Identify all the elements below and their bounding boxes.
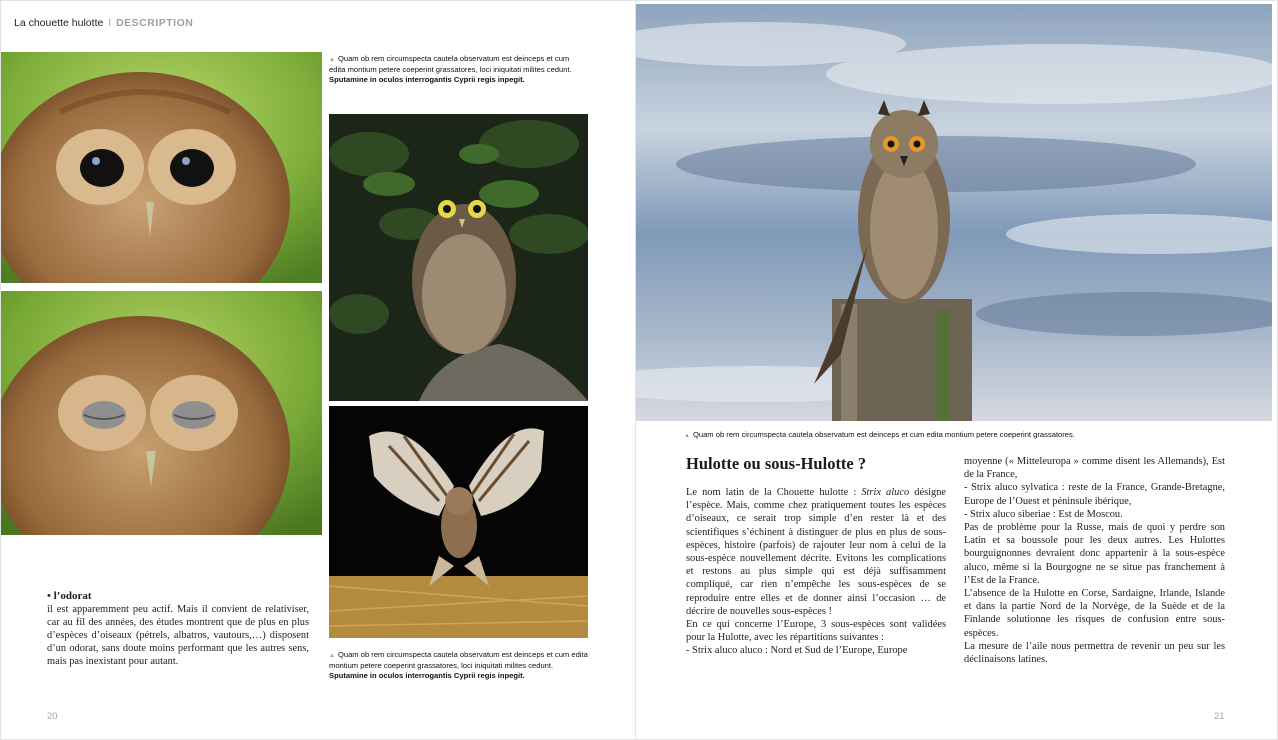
col2-paragraph-3: - Strix aluco siberiae : Est de Moscou. — [964, 508, 1123, 520]
caption-text: Quam ob rem circumspecta cautela observatum est deinceps et cum edita montium petere coeperint grassatores, loci iniquitati milites cedunt. — [329, 650, 588, 671]
col2-paragraph-5: L’absence de la Hulotte en Corse, Sardaigne, Irlande, Islande et dans la partie Nord de la Norvège, de la Suède et de la Finlande solutionne les risques de confusion entre sous-espèces. — [964, 588, 1225, 639]
header-title: La chouette hulotte — [14, 17, 104, 29]
col2-paragraph-6: La mesure de l’aile nous permettra de revenir un peu sur les déclinaisons latines. — [964, 640, 1225, 666]
caption-little-owl — [329, 54, 579, 84]
caption-long-eared-owl — [684, 430, 1244, 441]
col2-paragraph-2: - Strix aluco sylvatica : reste de la France, Grande-Bretagne, Europe de l’Ouest et péninsule ibérique, — [964, 482, 1225, 507]
caption-text: Quam ob rem circumspecta cautela observatum est deinceps et cum edita montium petere coeperint grassatores. — [692, 430, 1075, 439]
page-number-right: 21 — [1214, 711, 1225, 722]
col2-paragraph-4: Pas de problème pour la Russe, mais de quoi y perdre son Latin et sa boussole pour les deux autres. Les Hulottes bourguignonnes devraient donc appartenir à la sous-espèce aluco, même si la Bourgogne ne se situe pas franchement à l’Est de la France. — [964, 522, 1225, 586]
page-number-left: 20 — [47, 711, 58, 722]
caption-text: Quam ob rem circumspecta cautela observatum est deinceps et cum edita montium petere coeperint grassatores, loci iniquitati milites cedunt. — [329, 54, 572, 75]
header-section: DESCRIPTION — [116, 17, 194, 29]
photo-little-owl — [329, 114, 588, 401]
photo-owl-eyes-closed — [0, 291, 322, 535]
running-header — [14, 17, 193, 29]
caption-triangle-icon: ▲ — [684, 433, 690, 439]
section-title: Hulotte ou sous-Hulotte ? — [686, 454, 867, 473]
left-page — [0, 0, 636, 740]
odorat-section — [47, 590, 309, 669]
caption-bold-line: Sputamine in oculos interrogantis Cyprii regis inpegit. — [329, 670, 525, 680]
photo-owl-eyes-open — [0, 52, 322, 283]
odorat-heading: • l’odorat — [47, 590, 92, 602]
caption-bold-line: Sputamine in oculos interrogantis Cyprii regis inpegit. — [329, 74, 525, 84]
text-column-2 — [964, 455, 1225, 666]
caption-triangle-icon: ▲ — [329, 57, 335, 63]
col2-paragraph-1: moyenne (« Mitteleuropa » comme disent les Allemands), Est de la France, — [964, 456, 1225, 481]
col1-paragraph-2: En ce qui concerne l’Europe, 3 sous-espèces sont validées pour la Hulotte, avec les répartitions suivantes : — [686, 619, 946, 644]
caption-landing-owl — [329, 650, 591, 680]
photo-owl-landing — [329, 406, 588, 638]
col1-paragraph-3: - Strix aluco aluco : Nord et Sud de l’Europe, Europe — [686, 645, 908, 657]
header-separator: I — [108, 17, 112, 29]
odorat-text: il est apparemment peu actif. Mais il convient de relativiser, car au fil des années, des études montrent que de plus en plus d’espèces d’oiseaux (pétrels, albatros, vautours,…) disposent d’un odorat, sans doute moins performant que les autres sens, mais pas inexistant pour autant. — [47, 604, 309, 668]
caption-triangle-icon: ▲ — [329, 653, 335, 659]
photo-long-eared-owl — [636, 4, 1272, 421]
text-column-1 — [686, 486, 946, 658]
col1-paragraph-1: Le nom latin de la Chouette hulotte : Strix aluco désigne l’espèce. Mais, comme chez pratiquement toutes les espèces d’oiseaux, ce serait trop simple d’en rester là et des scientifiques s’échinent à distinguer de plus en plus de sous-espèces, histoire (parfois) de rajouter leur nom à celui de la sous-espèce nouvellement décrite. Evitons les complications et restons au plus simple qui est déjà suffisamment compliqué, car rien n’empêche les sous-espèces de se reproduire entre elles et de donner ainsi l’occasion … de décrire de nouvelles sous-espèces ! — [686, 487, 947, 617]
